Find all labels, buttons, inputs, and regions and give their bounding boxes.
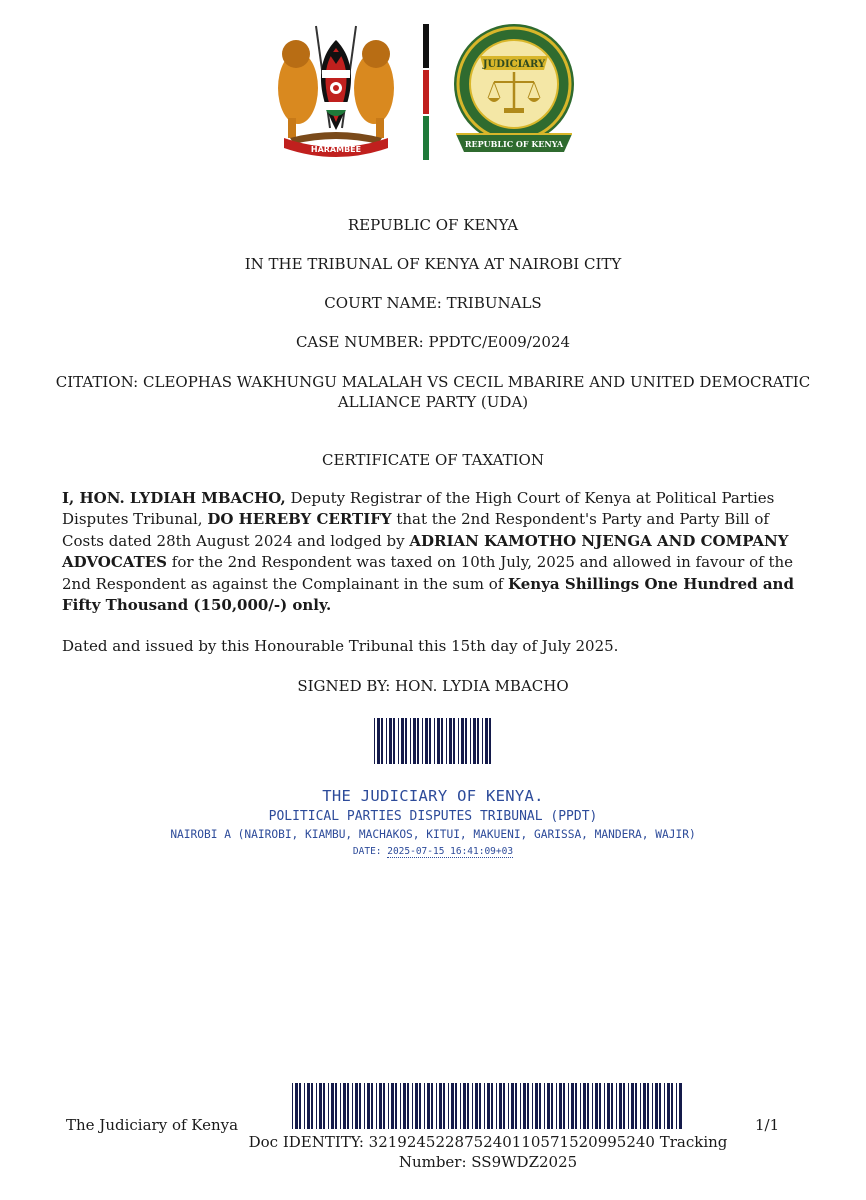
barcode-bar: [539, 1083, 541, 1129]
barcode-bar: [595, 1083, 598, 1129]
barcode-bar: [635, 1083, 637, 1129]
flag-divider: [422, 24, 430, 160]
barcode-bar: [611, 1083, 613, 1129]
barcode-bar: [379, 1083, 382, 1129]
barcode-bar: [477, 718, 479, 764]
barcode-bar: [335, 1083, 337, 1129]
barcode-bar: [515, 1083, 517, 1129]
barcode-bar: [343, 1083, 346, 1129]
dated-line: Dated and issued by this Honourable Tribunal this 15th day of July 2025.: [62, 637, 619, 655]
barcode-bar: [571, 1083, 574, 1129]
barcode-bar: [479, 1083, 481, 1129]
barcode-bar: [592, 1083, 593, 1129]
barcode-bar: [619, 1083, 622, 1129]
barcode-bar: [580, 1083, 581, 1129]
barcode-bar: [340, 1083, 341, 1129]
barcode-bar: [484, 1083, 485, 1129]
barcode-bar: [400, 1083, 401, 1129]
barcode-bar: [331, 1083, 334, 1129]
barcode-bar: [405, 718, 407, 764]
barcode-bar: [664, 1083, 665, 1129]
barcode-bar: [511, 1083, 514, 1129]
case-number: CASE NUMBER: PPDTC/E009/2024: [295, 333, 571, 351]
barcode-bar: [377, 718, 380, 764]
barcode-bar: [485, 718, 488, 764]
barcode-bar: [436, 1083, 437, 1129]
barcode-bar: [386, 718, 387, 764]
barcode-bar: [374, 718, 375, 764]
barcode-bar: [455, 1083, 457, 1129]
barcode-bar: [604, 1083, 605, 1129]
barcode-bar: [547, 1083, 550, 1129]
tribunal-heading: IN THE TRIBUNAL OF KENYA AT NAIROBI CITY: [244, 255, 622, 273]
barcode-bar: [427, 1083, 430, 1129]
barcode-bar: [371, 1083, 373, 1129]
barcode-bar: [667, 1083, 670, 1129]
barcode-bar: [671, 1083, 673, 1129]
signed-by: SIGNED BY: HON. LYDIA MBACHO: [297, 677, 569, 695]
body-text-3: for the 2nd Respondent was taxed on 10th July, 2025 and allowed in favour of the 2nd Respondent as against the Complainant in the sum of: [62, 553, 794, 593]
barcode-bar: [532, 1083, 533, 1129]
signature-barcode-icon: [374, 718, 492, 764]
barcode-bar: [403, 1083, 406, 1129]
barcode-bar: [364, 1083, 365, 1129]
certify-phrase: DO HEREBY CERTIFY: [207, 510, 392, 529]
barcode-bar: [295, 1083, 298, 1129]
barcode-bar: [482, 718, 483, 764]
barcode-bar: [393, 718, 395, 764]
barcode-bar: [583, 1083, 586, 1129]
barcode-bar: [652, 1083, 653, 1129]
barcode-bar: [359, 1083, 361, 1129]
barcode-bar: [415, 1083, 418, 1129]
barcode-bar: [410, 718, 411, 764]
barcode-bar: [367, 1083, 370, 1129]
barcode-bar: [458, 718, 459, 764]
barcode-bar: [563, 1083, 565, 1129]
barcode-bar: [655, 1083, 658, 1129]
court-name: COURT NAME: TRIBUNALS: [324, 294, 542, 312]
barcode-bar: [535, 1083, 538, 1129]
barcode-bar: [465, 718, 467, 764]
barcode-bar: [439, 1083, 442, 1129]
amount: Kenya Shillings One Hundred and Fifty Thousand (150,000/-) only.: [62, 574, 794, 615]
barcode-bar: [643, 1083, 646, 1129]
coat-motto: HARAMBEE: [310, 145, 362, 154]
barcode-bar: [319, 1083, 322, 1129]
footer-issuer: The Judiciary of Kenya: [66, 1116, 239, 1134]
barcode-bar: [383, 1083, 385, 1129]
doc-identity: Doc IDENTITY: 32192452287524011057152099524​0 Tracking Number: SS9WDZ2025: [248, 1133, 728, 1171]
barcode-bar: [463, 1083, 466, 1129]
barcode-bar: [381, 718, 383, 764]
barcode-bar: [623, 1083, 625, 1129]
barcode-bar: [467, 1083, 469, 1129]
barcode-bar: [352, 1083, 353, 1129]
barcode-bar: [496, 1083, 497, 1129]
kenya-coat-of-arms-icon: [270, 18, 402, 163]
barcode-bar: [551, 1083, 553, 1129]
seal-motto: REPUBLIC OF KENYA: [464, 139, 564, 149]
barcode-bar: [559, 1083, 562, 1129]
certificate-body: [62, 488, 807, 616]
barcode-bar: [431, 1083, 433, 1129]
barcode-bar: [523, 1083, 526, 1129]
barcode-bar: [417, 718, 419, 764]
barcode-bar: [425, 718, 428, 764]
barcode-bar: [419, 1083, 421, 1129]
barcode-bar: [631, 1083, 634, 1129]
advocates-name: ADRIAN KAMOTHO NJENGA AND COMPANY ADVOCATES: [62, 531, 789, 572]
barcode-bar: [395, 1083, 397, 1129]
document-barcode-icon: [292, 1083, 684, 1129]
barcode-bar: [412, 1083, 413, 1129]
barcode-bar: [489, 718, 491, 764]
page-number: 1/1: [755, 1116, 780, 1134]
barcode-bar: [472, 1083, 473, 1129]
barcode-bar: [355, 1083, 358, 1129]
barcode-bar: [587, 1083, 589, 1129]
barcode-bar: [424, 1083, 425, 1129]
barcode-bar: [527, 1083, 529, 1129]
barcode-bar: [508, 1083, 509, 1129]
stamp-date-value: 2025-07-15 16:41:09+03: [387, 846, 514, 857]
stamp-station: NAIROBI A (NAIROBI, KIAMBU, MACHAKOS, KITUI, MAKUENI, GARISSA, MANDERA, WAJIR): [170, 828, 696, 841]
officer-name: I, HON. LYDIAH MBACHO,: [62, 489, 286, 507]
barcode-bar: [434, 718, 435, 764]
barcode-bar: [328, 1083, 329, 1129]
barcode-bar: [389, 718, 392, 764]
barcode-bar: [398, 718, 399, 764]
citation: CITATION: CLEOPHAS WAKHUNGU MALALAH VS CECIL MBARIRE AND UNITED DEMOCRATIC ALLIANCE PARTY (UDA): [55, 373, 811, 411]
barcode-bar: [503, 1083, 505, 1129]
barcode-bar: [413, 718, 416, 764]
stamp-date-label: DATE:: [352, 846, 388, 857]
barcode-bar: [316, 1083, 317, 1129]
barcode-bar: [568, 1083, 569, 1129]
stamp-date: [40, 846, 826, 857]
barcode-bar: [376, 1083, 377, 1129]
barcode-bar: [599, 1083, 601, 1129]
barcode-bar: [640, 1083, 641, 1129]
stamp-judiciary: THE JUDICIARY OF KENYA.: [322, 787, 544, 805]
barcode-bar: [616, 1083, 617, 1129]
barcode-bar: [443, 1083, 445, 1129]
barcode-bar: [437, 718, 440, 764]
barcode-bar: [475, 1083, 478, 1129]
barcode-bar: [407, 1083, 409, 1129]
body-text-1: Deputy Registrar of the High Court of Kenya at Political Parties Disputes Tribunal,: [62, 489, 775, 529]
barcode-bar: [292, 1083, 293, 1129]
certificate-title: CERTIFICATE OF TAXATION: [322, 451, 544, 469]
barcode-bar: [422, 718, 423, 764]
barcode-bar: [391, 1083, 394, 1129]
barcode-bar: [676, 1083, 677, 1129]
barcode-bar: [446, 718, 447, 764]
barcode-bar: [307, 1083, 310, 1129]
barcode-bar: [448, 1083, 449, 1129]
judiciary-seal-icon: [450, 22, 578, 158]
barcode-bar: [304, 1083, 305, 1129]
barcode-bar: [347, 1083, 349, 1129]
barcode-bar: [647, 1083, 649, 1129]
barcode-bar: [556, 1083, 557, 1129]
barcode-bar: [441, 718, 443, 764]
barcode-bar: [299, 1083, 301, 1129]
barcode-bar: [453, 718, 455, 764]
header-emblems: [0, 18, 866, 168]
barcode-bar: [628, 1083, 629, 1129]
republic-heading: REPUBLIC OF KENYA: [347, 216, 519, 234]
barcode-bar: [679, 1083, 682, 1129]
barcode-bar: [429, 718, 431, 764]
barcode-bar: [659, 1083, 661, 1129]
barcode-bar: [473, 718, 476, 764]
barcode-bar: [451, 1083, 454, 1129]
barcode-bar: [323, 1083, 325, 1129]
seal-banner: JUDICIARY: [482, 59, 546, 70]
barcode-bar: [607, 1083, 610, 1129]
barcode-bar: [491, 1083, 493, 1129]
barcode-bar: [461, 718, 464, 764]
barcode-bar: [487, 1083, 490, 1129]
barcode-bar: [460, 1083, 461, 1129]
body-text-2: that the 2nd Respondent's Party and Party Bill of Costs dated 28th August 2024 and lodged by: [62, 510, 769, 550]
barcode-bar: [575, 1083, 577, 1129]
barcode-bar: [388, 1083, 389, 1129]
barcode-bar: [449, 718, 452, 764]
barcode-bar: [401, 718, 404, 764]
barcode-bar: [470, 718, 471, 764]
barcode-bar: [544, 1083, 545, 1129]
barcode-bar: [499, 1083, 502, 1129]
barcode-bar: [311, 1083, 313, 1129]
barcode-bar: [520, 1083, 521, 1129]
stamp-tribunal: POLITICAL PARTIES DISPUTES TRIBUNAL (PPDT): [268, 809, 598, 824]
